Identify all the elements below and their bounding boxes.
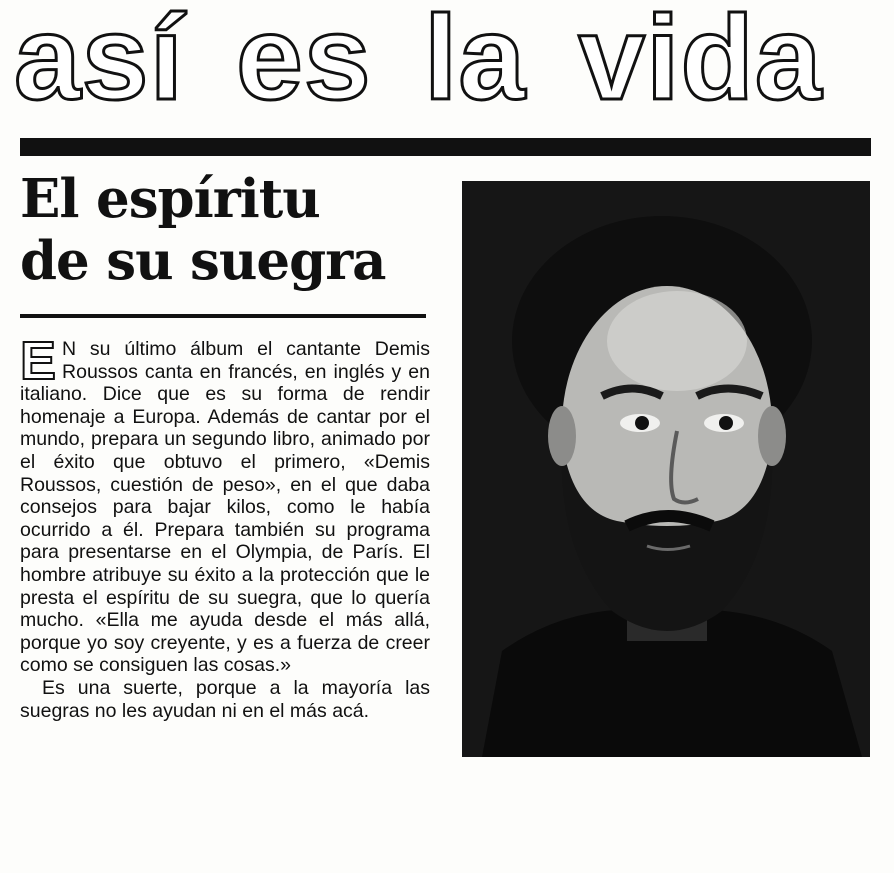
drop-cap: E	[20, 331, 57, 391]
article-headline	[20, 168, 440, 292]
portrait-photo	[462, 181, 870, 757]
article-paragraph-2: Es una suerte, porque a la mayoría las suegras no les ayudan ni en el más acá.	[20, 676, 430, 722]
headline-rule	[20, 314, 426, 318]
section-header: así es la vida	[14, 0, 823, 125]
headline-line-1: El espíritu	[20, 168, 320, 230]
headline-line-2: de su suegra	[20, 230, 386, 292]
article-paragraph-1	[20, 331, 430, 677]
portrait-illustration	[462, 181, 870, 757]
article-body	[20, 331, 430, 722]
paragraph-1-text: N su último álbum el cantante Demis Roussos canta en francés, en inglés y en italiano. Dice que es su forma de rendir homenaje a Europa. Además de cantar por el mundo, prepara un segundo libro, animado por el éxito que obtuvo el primero, «Demis Roussos, cuestión de peso», en el que daba consejos para bajar kilos, como le había ocurrido a él. Prepara también su programa para presentarse en el Olympia, de París. El hombre atribuye su éxito a la protección que le presta el espíritu de su suegra, que lo quería mucho. «Ella me ayuda desde el más allá, porque yo soy creyente, y es a fuerza de creer como se consiguen las cosas.»	[20, 338, 430, 677]
header-rule	[20, 138, 871, 156]
